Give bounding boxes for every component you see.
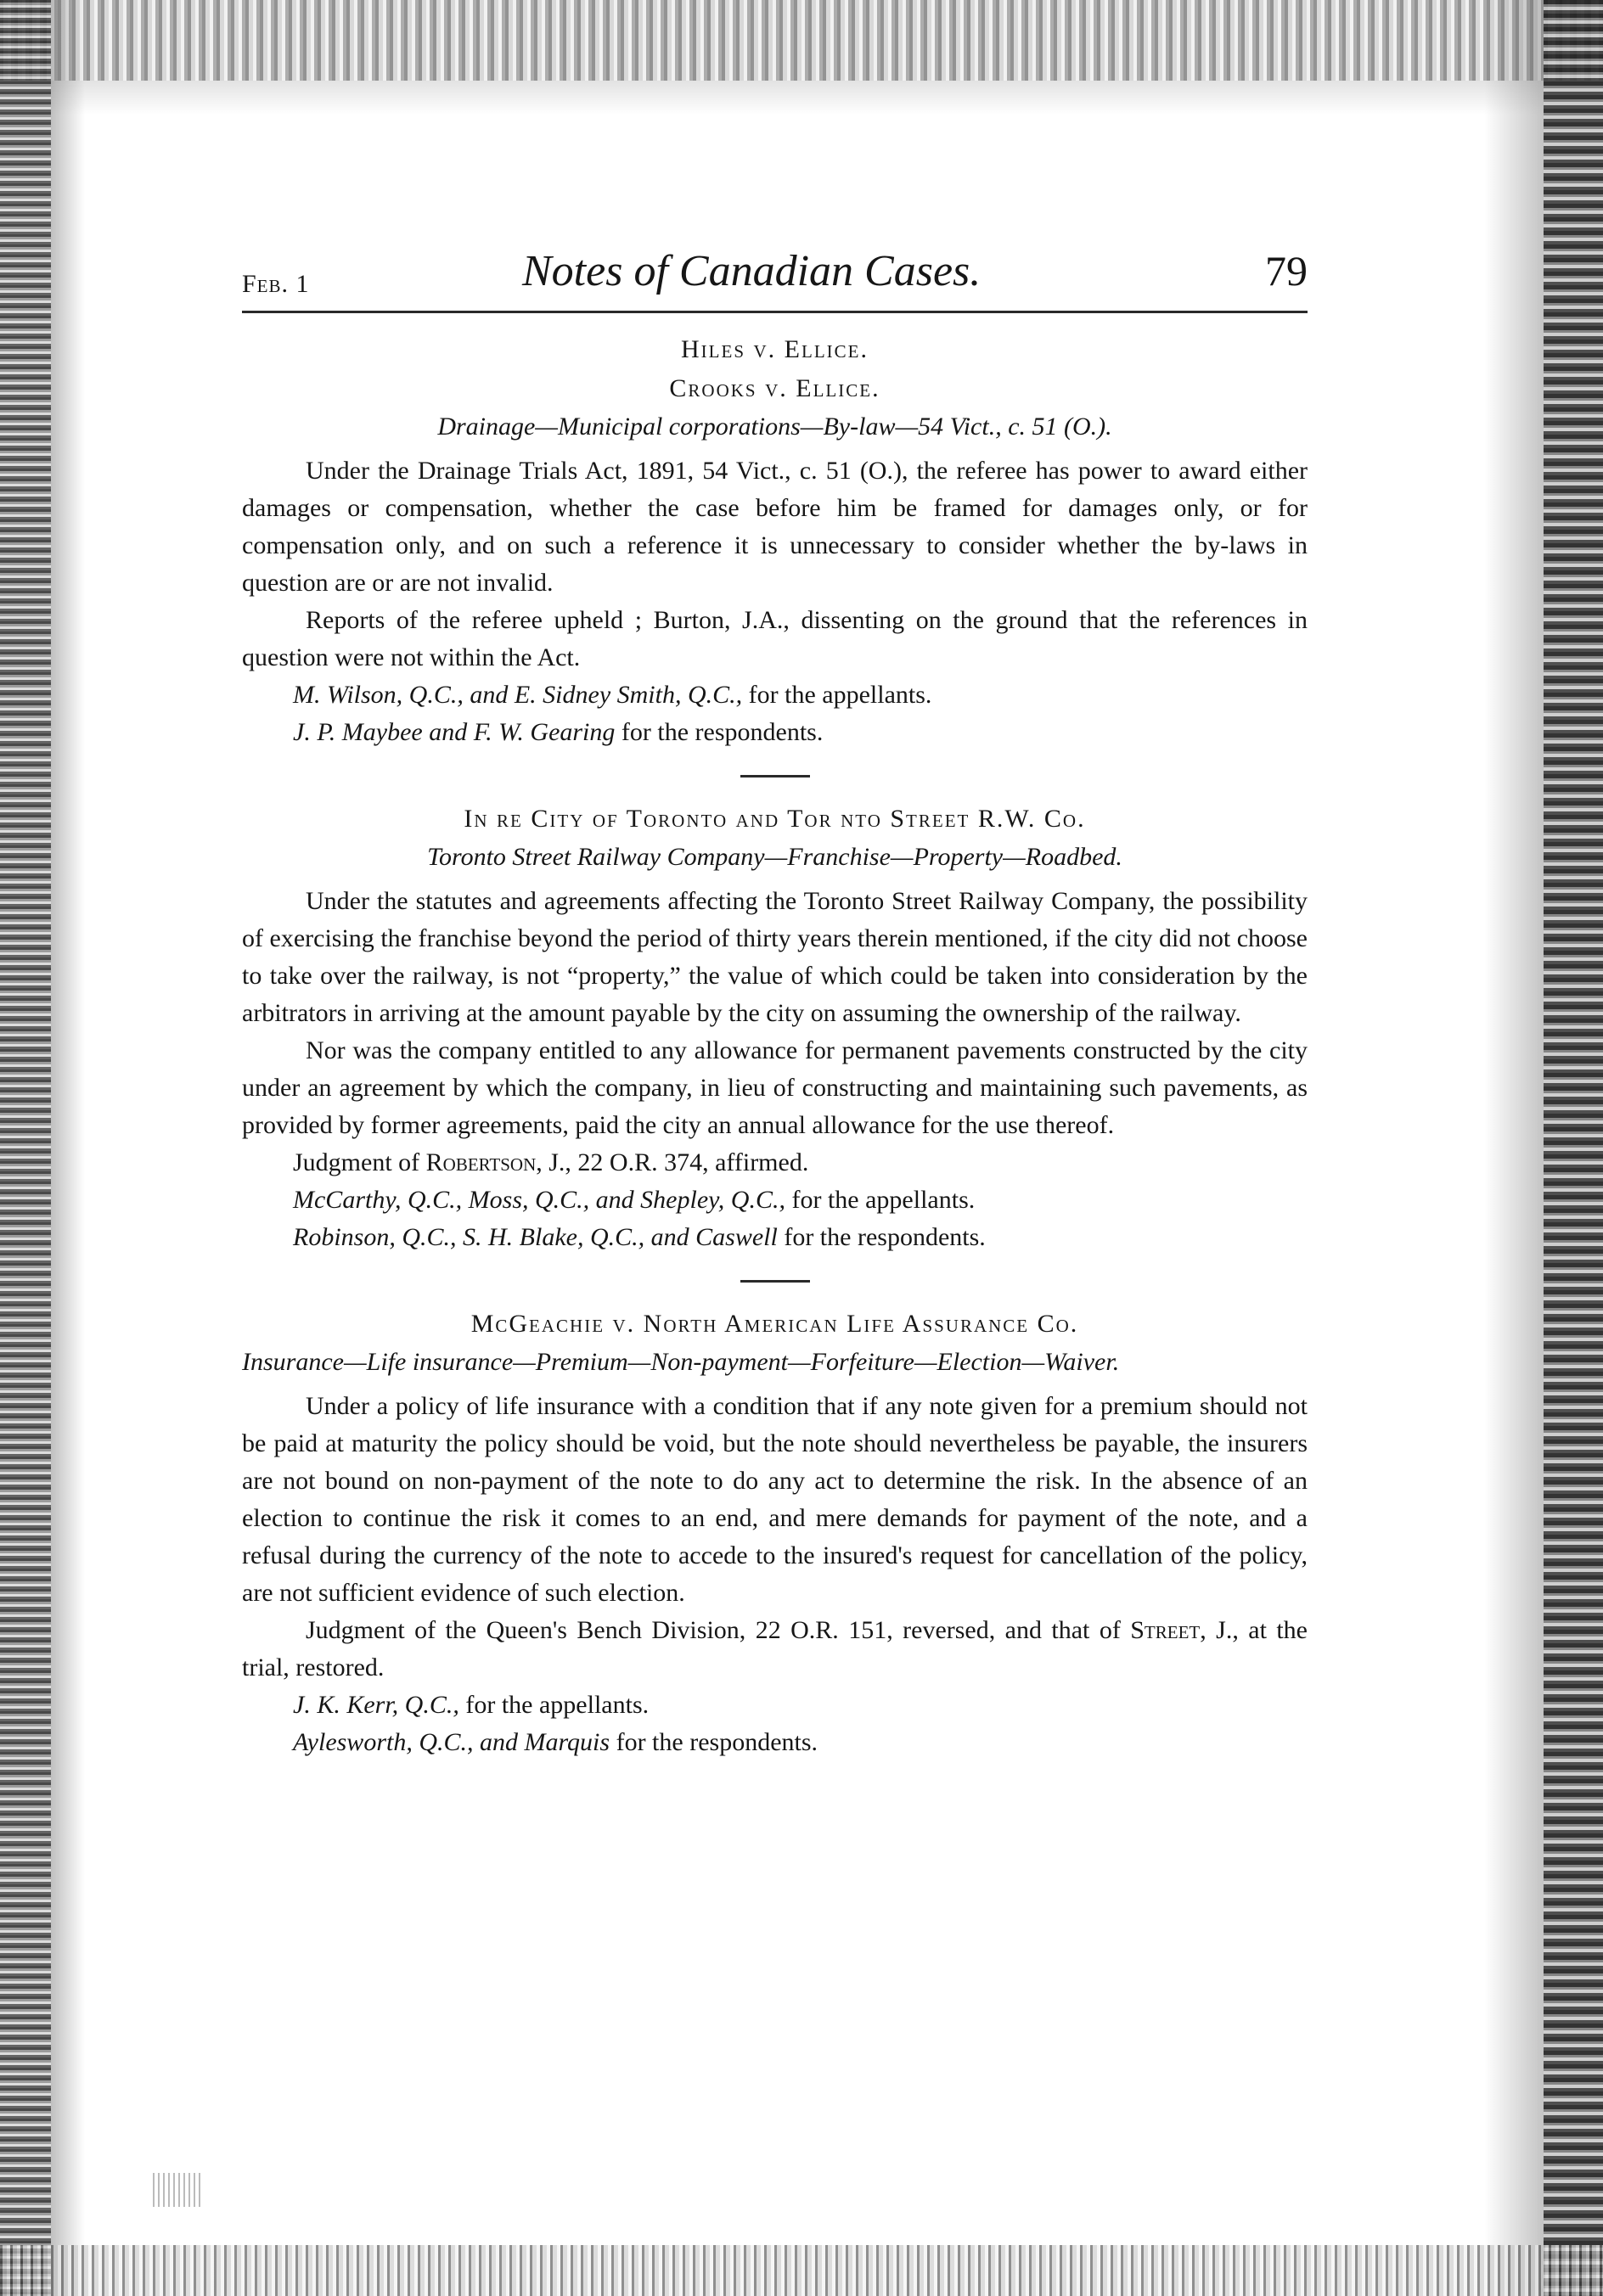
counsel-names: Robinson, Q.C., S. H. Blake, Q.C., and Caswell [293, 1223, 778, 1251]
judgment-prefix: Judgment of the Queen's Bench Division, 22 O.R. 151, reversed, and that of [306, 1616, 1131, 1644]
case-paragraph: Under the statutes and agreements affecting the Toronto Street Railway Company, the possibility of exercising the franchise beyond the period of thirty years therein mentioned, if the city did not choose to take over the railway, is not “property,” the value of which could be taken into consideration by the arbitrators in arriving at the amount payable by the city on assuming the ownership of the railway. [242, 887, 1308, 1027]
scan-noise [153, 2173, 204, 2207]
case-paragraph: Reports of the referee upheld ; Burton, J.A., dissenting on the ground that the references in question were not within the Act. [242, 606, 1308, 671]
judgment-line [242, 1612, 1308, 1687]
case-separator [740, 1280, 810, 1283]
counsel-appellants [242, 676, 1308, 714]
scan-border-bottom [0, 2245, 1603, 2296]
scan-border-left [0, 0, 51, 2296]
counsel-role: for the respondents. [615, 718, 824, 746]
counsel-respondents [242, 1219, 1308, 1256]
headnote: Toronto Street Railway Company—Franchise—Property—Roadbed. [427, 843, 1122, 871]
case-title: Hiles v. Ellice. [681, 335, 869, 363]
counsel-role: for the respondents. [777, 1223, 986, 1251]
scan-border-right [1544, 0, 1603, 2296]
scan-border-top [0, 0, 1603, 81]
counsel-role: for the appellants. [785, 1186, 976, 1214]
case-title: McGeachie v. North American Life Assurance Co. [470, 1310, 1079, 1338]
case-city-of-toronto [242, 800, 1308, 1256]
case-paragraph: Under a policy of life insurance with a condition that if any note given for a premium should not be paid at maturity the policy should be void, but the note should nevertheless be payable, the insurers are not bound on non-payment of the note to do any act to determine the risk. In the absence of an election to continue the risk it comes to an end, and mere demands for payment of the note, and a refusal during the currency of the note to accede to the insured's request for cancellation of the policy, are not sufficient evidence of such election. [242, 1392, 1308, 1607]
case-paragraph: Nor was the company entitled to any allowance for permanent pavements constructed by the city under an agreement by which the company, in lieu of constructing and maintaining such pavements, as provided by former agreements, paid the city an annual allowance for the use thereof. [242, 1036, 1308, 1139]
counsel-names: Aylesworth, Q.C., and Marquis [293, 1728, 610, 1756]
counsel-appellants [242, 1687, 1308, 1724]
case-title: Crooks v. Ellice. [669, 374, 880, 402]
counsel-respondents [242, 714, 1308, 751]
counsel-respondents [242, 1724, 1308, 1761]
header-rule [242, 311, 1308, 313]
issue-date: Feb. 1 [242, 270, 310, 298]
counsel-names: McCarthy, Q.C., Moss, Q.C., and Shepley, Q.C., [293, 1186, 785, 1214]
counsel-names: J. K. Kerr, Q.C., [293, 1691, 459, 1719]
counsel-role: for the respondents. [610, 1728, 818, 1756]
judgment-line [242, 1144, 1308, 1182]
page-number: 79 [1265, 247, 1308, 295]
counsel-role: for the appellants. [458, 1691, 650, 1719]
judge-name: Street [1130, 1616, 1201, 1644]
judgment-suffix: , J., 22 O.R. 374, affirmed. [536, 1148, 809, 1176]
case-hiles-v-ellice [242, 330, 1308, 751]
counsel-names: M. Wilson, Q.C., and E. Sidney Smith, Q.C., [293, 681, 743, 709]
case-separator [740, 775, 810, 777]
case-title: In re City of Toronto and Tor nto Street R.W. Co. [464, 805, 1086, 833]
counsel-names: J. P. Maybee and F. W. Gearing [293, 718, 616, 746]
running-title: Notes of Canadian Cases. [522, 247, 981, 295]
judgment-suffix: , J., at the trial, restored. [242, 1616, 1308, 1681]
headnote: Drainage—Municipal corporations—By-law—54 Vict., c. 51 (O.). [437, 413, 1112, 441]
running-head [242, 246, 1308, 306]
case-mcgeachie [242, 1305, 1308, 1761]
document-page [242, 246, 1308, 1761]
judgment-prefix: Judgment of [293, 1148, 426, 1176]
headnote: Insurance—Life insurance—Premium—Non-payment—Forfeiture—Election—Waiver. [242, 1348, 1120, 1376]
counsel-appellants [242, 1182, 1308, 1219]
case-paragraph: Under the Drainage Trials Act, 1891, 54 Vict., c. 51 (O.), the referee has power to award either damages or compensation, whether the case before him be framed for damages only, or for compensation only, and on such a reference it is unnecessary to consider whether the by-laws in question are or are not invalid. [242, 457, 1308, 597]
counsel-role: for the appellants. [742, 681, 932, 709]
judge-name: Robertson [425, 1148, 537, 1176]
